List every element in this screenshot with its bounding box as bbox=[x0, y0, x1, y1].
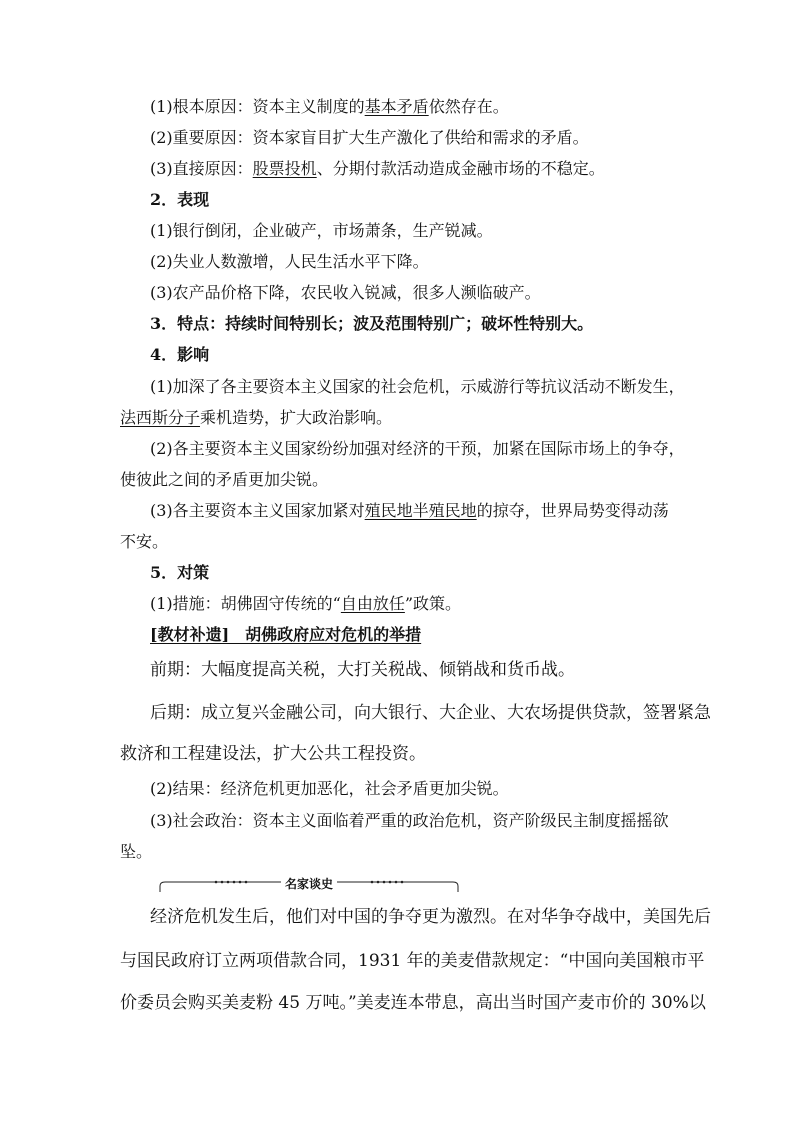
key-term-basic-contradiction: 基本矛盾 bbox=[364, 97, 429, 116]
policy-politics-line-2: 坠。 bbox=[120, 842, 153, 861]
supplement-early: 前期：大幅度提高关税，大打关税战、倾销战和货币战。 bbox=[150, 660, 575, 680]
cause-important: (2)重要原因：资本家盲目扩大生产激化了供给和需求的矛盾。 bbox=[150, 128, 589, 147]
banner-label: 名家谈史 bbox=[281, 875, 337, 892]
supplement-title: [教材补遗] 胡佛政府应对危机的举措 bbox=[150, 625, 422, 644]
impact-item-1-line-1: (1)加深了各主要资本主义国家的社会危机，示威游行等抗议活动不断发生， bbox=[150, 377, 685, 396]
supplement-late-line-1: 后期：成立复兴金融公司，向大银行、大企业、大农场提供贷款，签署紧急 bbox=[150, 703, 711, 723]
impact-item-3-line-2: 不安。 bbox=[120, 532, 169, 551]
key-term-colonies: 殖民地半殖民地 bbox=[364, 501, 477, 520]
manifest-item-1: (1)银行倒闭，企业破产，市场萧条，生产锐减。 bbox=[150, 221, 493, 240]
impact-item-2-line-1: (2)各主要资本主义国家纷纷加强对经济的干预，加紧在国际市场上的争夺， bbox=[150, 439, 685, 458]
policy-result: (2)结果：经济危机更加恶化，社会矛盾更加尖锐。 bbox=[150, 779, 509, 798]
key-term-stock-speculation: 股票投机 bbox=[252, 159, 317, 178]
supplement-late-line-2: 救济和工程建设法，扩大公共工程投资。 bbox=[120, 744, 426, 764]
manifest-item-3: (3)农产品价格下降，农民收入锐减，很多人濒临破产。 bbox=[150, 283, 541, 302]
manifest-item-2: (2)失业人数激增，人民生活水平下降。 bbox=[150, 252, 429, 271]
section-heading-manifestation: 2．表现 bbox=[150, 190, 210, 209]
section-features: 3．特点：持续时间特别长；波及范围特别广；破坏性特别大。 bbox=[150, 314, 594, 333]
policy-measure: (1)措施：胡佛固守传统的“自由放任”政策。 bbox=[150, 594, 462, 613]
quote-line-3: 价委员会购买美麦粉 45 万吨。”美麦连本带息，高出当时国产麦市价的 30%以 bbox=[120, 993, 706, 1013]
section-heading-impact: 4．影响 bbox=[150, 345, 210, 364]
cause-direct: (3)直接原因：股票投机、分期付款活动造成金融市场的不稳定。 bbox=[150, 159, 605, 178]
quote-line-2: 与国民政府订立两项借款合同，1931 年的美麦借款规定：“中国向美国粮市平 bbox=[120, 951, 705, 971]
policy-politics-line-1: (3)社会政治：资本主义面临着严重的政治危机，资产阶级民主制度摇摇欲 bbox=[150, 811, 669, 830]
impact-item-3-line-1: (3)各主要资本主义国家加紧对殖民地半殖民地的掠夺，世界局势变得动荡 bbox=[150, 501, 669, 520]
impact-item-2-line-2: 使彼此之间的矛盾更加尖锐。 bbox=[120, 470, 329, 489]
section-heading-policy: 5．对策 bbox=[150, 563, 210, 582]
quote-line-1: 经济危机发生后，他们对中国的争夺更为激烈。在对华争夺战中，美国先后 bbox=[150, 907, 711, 927]
key-term-fascists: 法西斯分子 bbox=[120, 408, 201, 427]
section-banner bbox=[156, 872, 462, 896]
key-term-laissez-faire: 自由放任 bbox=[340, 594, 405, 613]
cause-fundamental: (1)根本原因：资本主义制度的基本矛盾依然存在。 bbox=[150, 97, 509, 116]
impact-item-1-line-2: 法西斯分子乘机造势，扩大政治影响。 bbox=[120, 408, 393, 427]
